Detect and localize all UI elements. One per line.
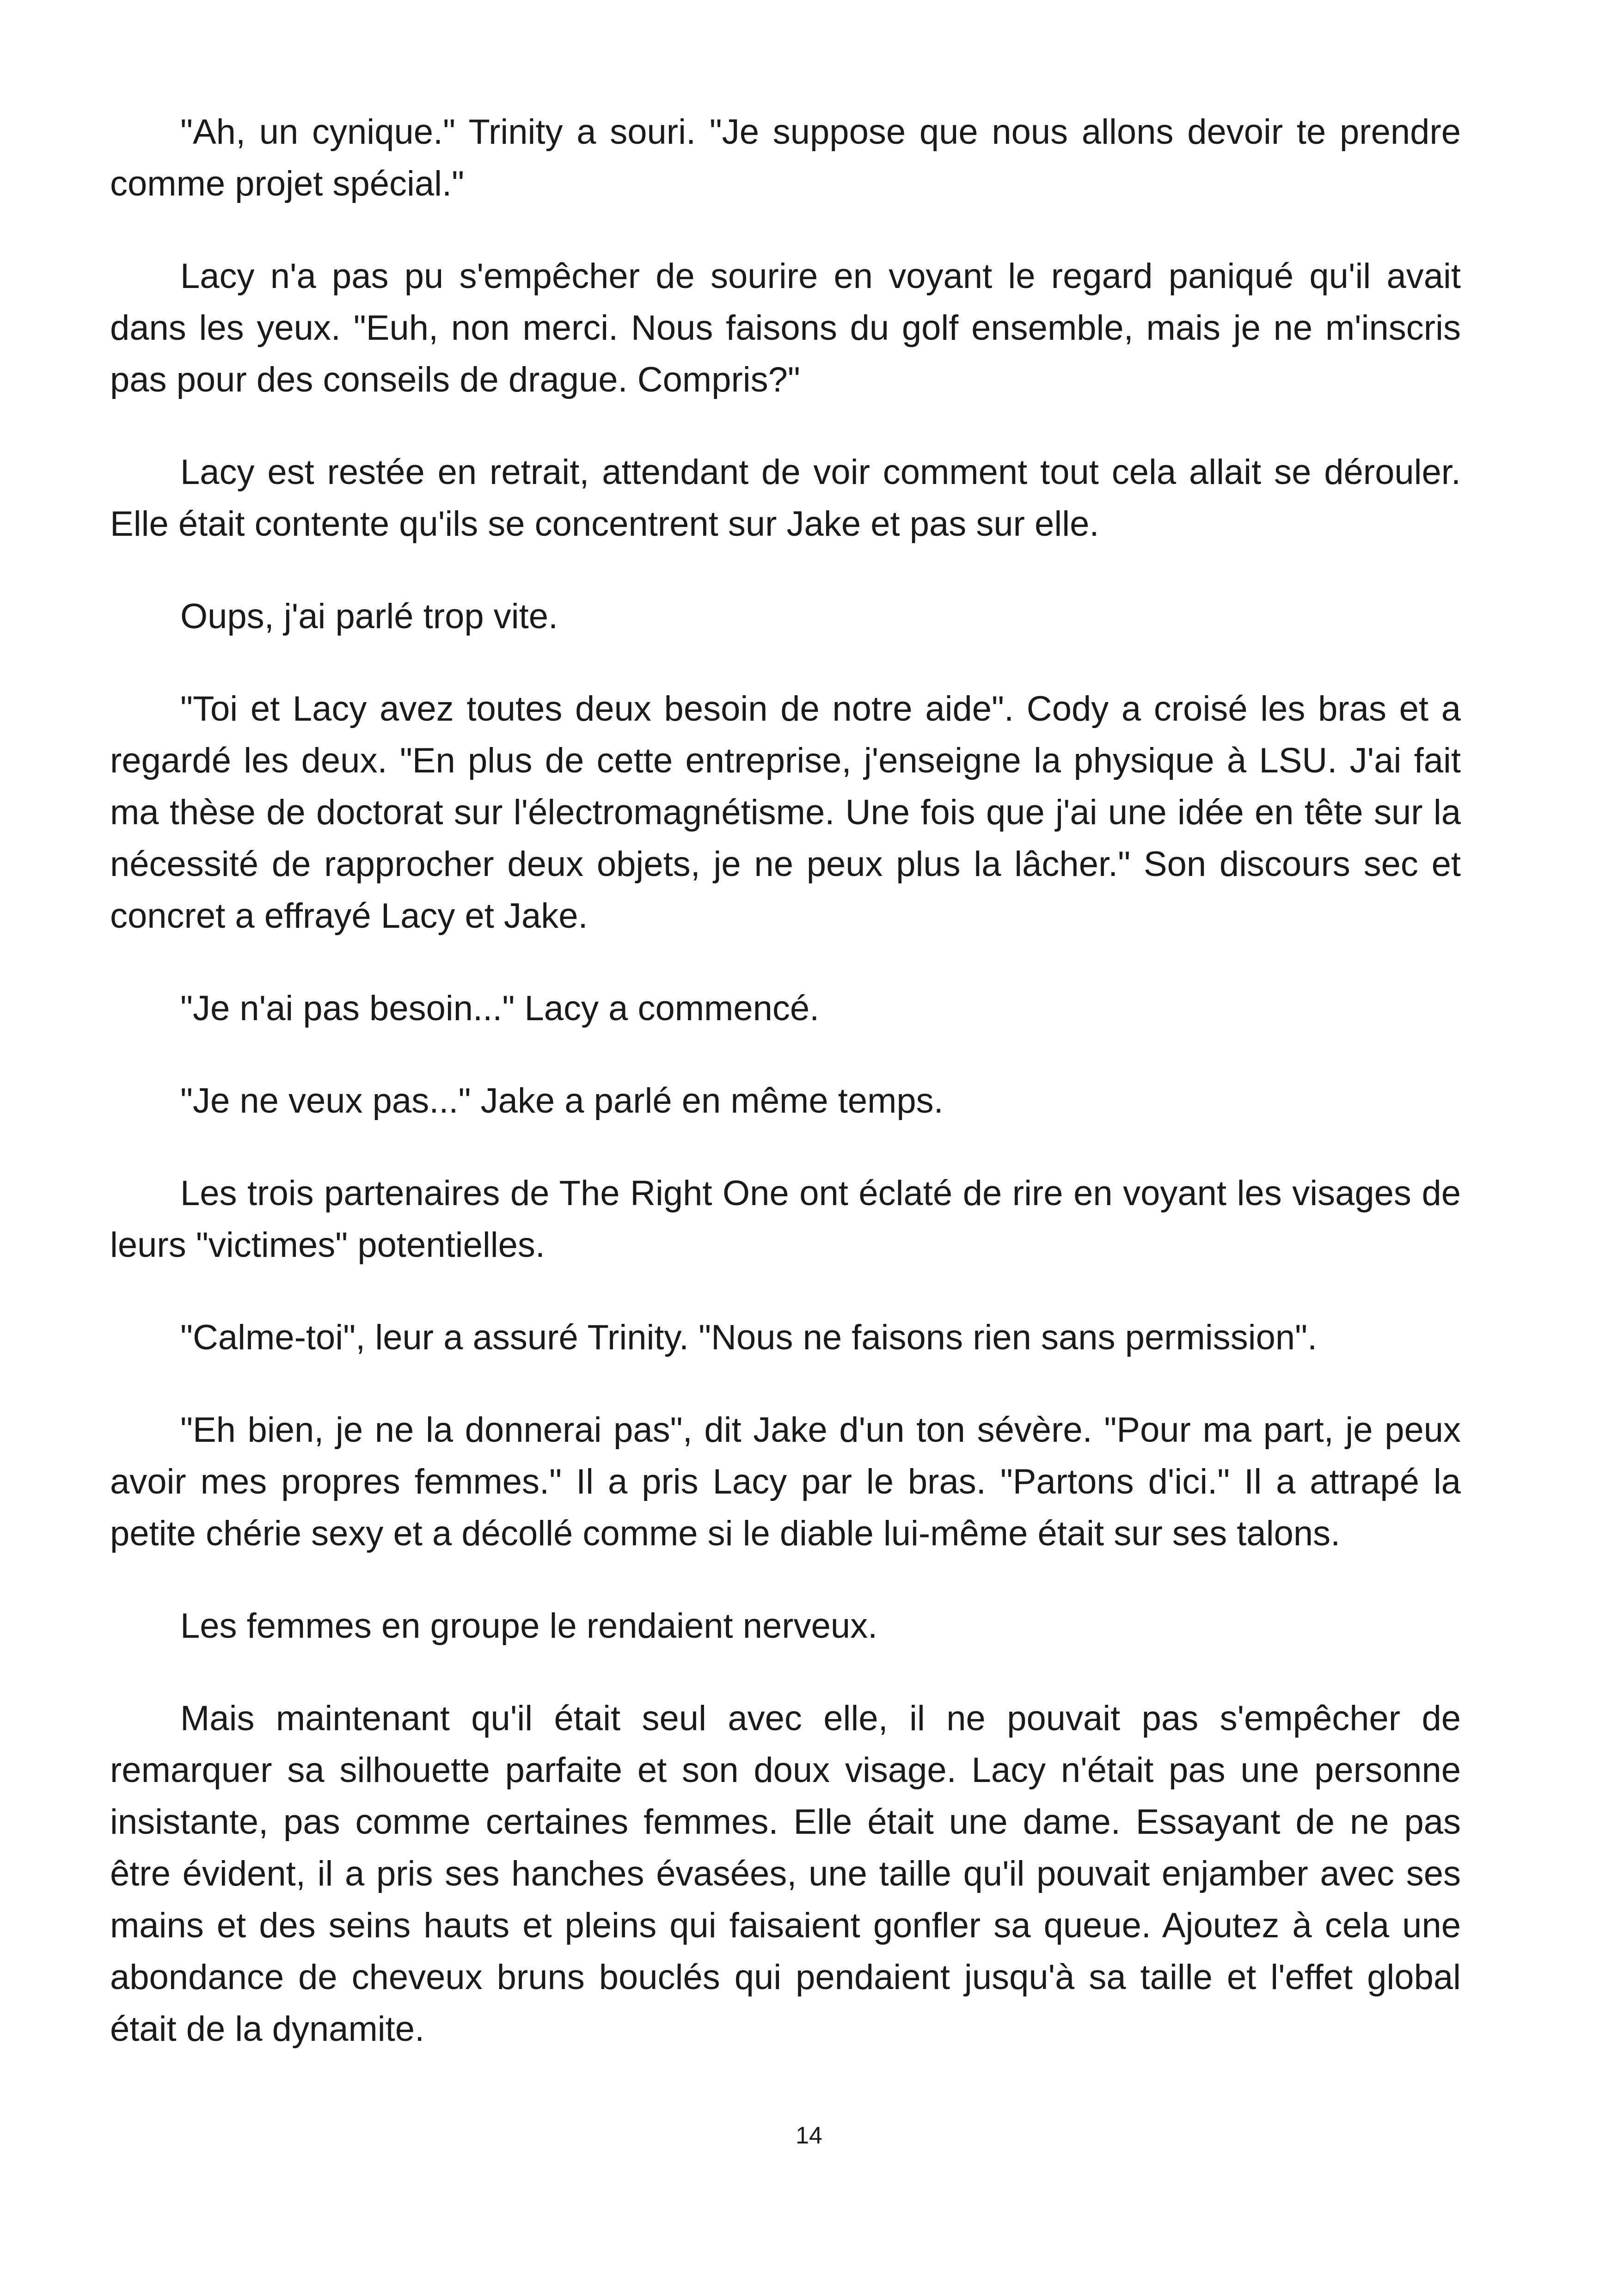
paragraph-5: "Toi et Lacy avez toutes deux besoin de notre aide". Cody a croisé les bras et a regardé les deux. "En plus de cette entreprise, j'enseigne la physique à LSU. J'ai fait ma thèse de doctorat sur l'électromagnétisme. Une fois que j'ai une idée en tête sur la nécessité de rapprocher deux objets, je ne peux plus la lâcher." Son discours sec et concret a effrayé Lacy et Jake. — [110, 689, 1461, 936]
paragraph-9: "Calme-toi", leur a assuré Trinity. "Nous ne faisons rien sans permission". — [180, 1318, 1318, 1357]
paragraph-3: Lacy est restée en retrait, attendant de voir comment tout cela allait se dérouler. Elle était contente qu'ils se concentrent sur Jake et pas sur elle. — [110, 453, 1461, 544]
paragraph-7: "Je ne veux pas..." Jake a parlé en même temps. — [180, 1081, 944, 1120]
paragraph-10: "Eh bien, je ne la donnerai pas", dit Jake d'un ton sévère. "Pour ma part, je peux avoir mes propres femmes." Il a pris Lacy par le bras. "Partons d'ici." Il a attrapé la petite chérie sexy et a décollé comme si le diable lui-même était sur ses talons. — [110, 1410, 1461, 1553]
paragraph-1: "Ah, un cynique." Trinity a souri. "Je suppose que nous allons devoir te prendre comme projet spécial." — [110, 112, 1461, 203]
paragraph-2: Lacy n'a pas pu s'empêcher de sourire en voyant le regard paniqué qu'il avait dans les yeux. "Euh, non merci. Nous faisons du golf ensemble, mais je ne m'inscris pas pour des conseils de drague. Compris?" — [110, 257, 1461, 399]
paragraph-11: Les femmes en groupe le rendaient nerveux. — [180, 1606, 878, 1646]
paragraph-8: Les trois partenaires de The Right One ont éclaté de rire en voyant les visages de leurs "victimes" potentielles. — [110, 1174, 1461, 1265]
paragraph-12: Mais maintenant qu'il était seul avec elle, il ne pouvait pas s'empêcher de remarquer sa silhouette parfaite et son doux visage. Lacy n'était pas une personne insistante, pas comme certaines femmes. Elle était une dame. Essayant de ne pas être évident, il a pris ses hanches évasées, une taille qu'il pouvait enjamber avec ses mains et des seins hauts et pleins qui faisaient gonfler sa queue. Ajoutez à cela une abondance de cheveux bruns bouclés qui pendaient jusqu'à sa taille et l'effet global était de la dynamite. — [110, 1699, 1461, 2049]
body-text — [110, 106, 1461, 2055]
paragraph-6: "Je n'ai pas besoin..." Lacy a commencé. — [180, 989, 820, 1028]
paragraph-4: Oups, j'ai parlé trop vite. — [180, 597, 558, 636]
page-number: 14 — [796, 2122, 822, 2149]
